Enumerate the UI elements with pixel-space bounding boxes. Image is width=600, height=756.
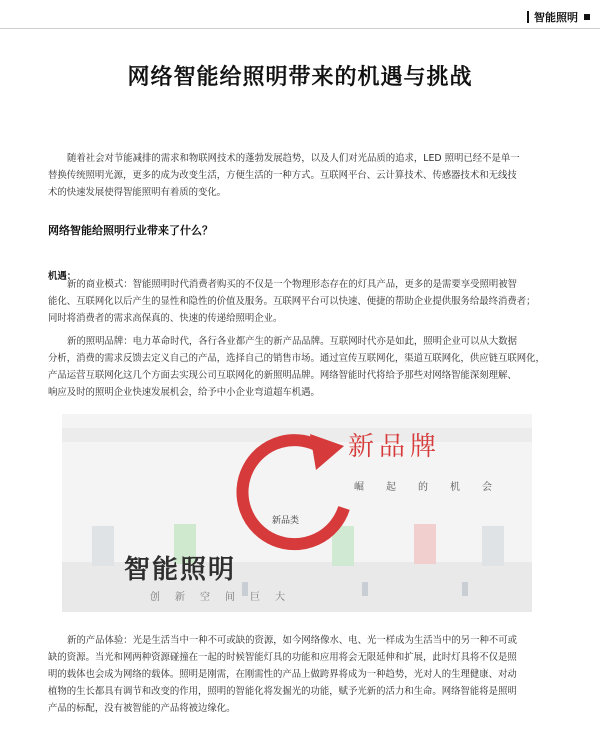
paragraph-line: 缺的资源。当光和网两种资源碰撞在一起的时候智能灯具的功能和应用将会无限延伸和扩展，此时灯具将不仅是照 bbox=[48, 652, 517, 663]
opportunity-line: 响应及时的照明企业快速发展机会，给予中小企业弯道超车机遇。 bbox=[48, 387, 320, 398]
paragraph-line: 产品的标配，没有被智能的产品将被边缘化。 bbox=[48, 703, 236, 714]
figure-innovation-space-text: 创新空间巨大 bbox=[150, 592, 300, 603]
opportunity-brand bbox=[48, 333, 558, 401]
opportunities-label: 机遇： bbox=[48, 271, 77, 282]
article-title: 网络智能给照明带来的机遇与挑战 bbox=[127, 65, 473, 90]
paragraph-line: 植物的生长都具有调节和改变的作用，照明的智能化将发掘光的功能，赋予光新的活力和生命。网络智能将是照明 bbox=[48, 686, 517, 697]
opportunity-line: 产品运营互联网化这几个方面去实现公司互联网化的新照明品牌。网络智能时代将给予那些对网络智能深刻理解、 bbox=[48, 370, 517, 381]
figure-opportunity-tagline: 崛起的机会 bbox=[354, 482, 514, 493]
opportunity-line: 新的照明品牌：电力革命时代，各行各业都产生的新产品品牌。互联网时代亦是如此，照明企业可以从大数据 bbox=[67, 336, 518, 347]
running-head bbox=[527, 9, 590, 25]
figure-new-category-text: 新品类 bbox=[272, 516, 300, 526]
product-experience-paragraph bbox=[48, 632, 558, 717]
opportunity-line: 分析，消费的需求反馈去定义自己的产品，选择自己的销售市场。通过宣传互联网化，渠道互联网化，供应链互联网化， bbox=[48, 353, 545, 364]
opportunity-line: 能化、互联网化以后产生的显性和隐性的价值及服务。互联网平台可以快速、便捷的帮助企业提供服务给最终消费者； bbox=[48, 296, 536, 307]
running-head-bar bbox=[527, 11, 529, 23]
illustration-figure bbox=[62, 414, 532, 612]
opportunity-line: 同时将消费者的需求高保真的、快速的传递给照明企业。 bbox=[48, 313, 283, 324]
running-head-text: 智能照明 bbox=[534, 11, 578, 24]
figure-new-brand-text: 新品牌 bbox=[348, 432, 442, 462]
intro-line: 替换传统照明光源，更多的成为改变生活，方便生活的一种方式。互联网平台、云计算技术、传感器技术和无线技 bbox=[48, 170, 517, 181]
opportunity-business-model bbox=[48, 276, 558, 327]
running-head-square bbox=[584, 14, 590, 20]
intro-line: 术的快速发展使得智能照明有着质的变化。 bbox=[48, 187, 227, 198]
paragraph-line: 明的载体也会成为网络的载体。照明是刚需，在刚需性的产品上做跨界将成为一种趋势，光对人的生理健康、对动 bbox=[48, 669, 517, 680]
header-rule bbox=[0, 28, 600, 29]
intro-paragraph bbox=[48, 150, 558, 201]
intro-line: 随着社会对节能减排的需求和物联网技术的蓬勃发展趋势，以及人们对光品质的追求，LED 照明已经不是单一 bbox=[67, 153, 520, 164]
opportunity-line: 新的商业模式：智能照明时代消费者购买的不仅是一个物理形态存在的灯具产品，更多的是需要享受照明被智 bbox=[67, 279, 518, 290]
paragraph-line: 新的产品体验：光是生活当中一种不可或缺的资源，如今网络像水、电、光一样成为生活当中的另一种不可或 bbox=[67, 635, 518, 646]
section-heading: 网络智能给照明行业带来了什么？ bbox=[48, 224, 213, 237]
figure-smart-lighting-text: 智能照明 bbox=[124, 555, 237, 585]
